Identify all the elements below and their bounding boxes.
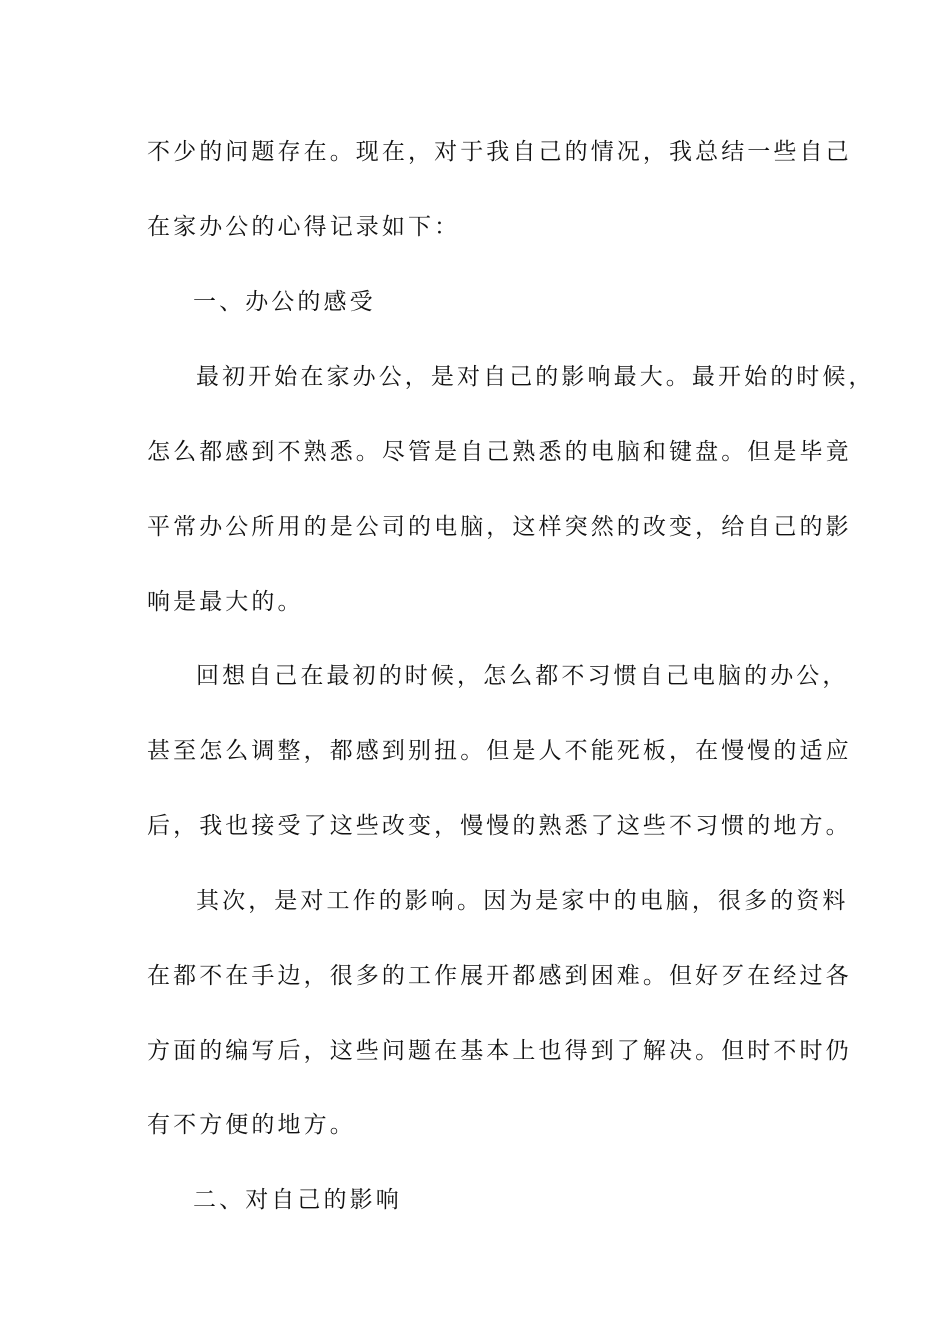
paragraph-line: 有不方便的地方。 [147, 1112, 356, 1138]
paragraph-line: 平常办公所用的是公司的电脑，这样突然的改变，给自己的影 [147, 514, 852, 540]
paragraph-line: 后，我也接受了这些改变，慢慢的熟悉了这些不习惯的地方。 [147, 813, 852, 839]
paragraph-line: 最初开始在家办公，是对自己的影响最大。最开始的时候， [196, 364, 875, 390]
paragraph-line: 在家办公的心得记录如下： [147, 214, 461, 240]
paragraph-line: 怎么都感到不熟悉。尽管是自己熟悉的电脑和键盘。但是毕竟 [147, 439, 852, 465]
paragraph-line: 在都不在手边，很多的工作展开都感到困难。但好歹在经过各 [147, 963, 852, 989]
paragraph-line: 甚至怎么调整，都感到别扭。但是人不能死板，在慢慢的适应 [147, 738, 852, 764]
section-heading: 一、办公的感受 [193, 289, 376, 315]
paragraph-line: 响是最大的。 [147, 589, 304, 615]
section-heading: 二、对自己的影响 [193, 1187, 402, 1213]
paragraph-line: 回想自己在最初的时候，怎么都不习惯自己电脑的办公， [196, 663, 849, 689]
paragraph-line: 其次，是对工作的影响。因为是家中的电脑，很多的资料 [196, 888, 849, 914]
paragraph-line: 不少的问题存在。现在，对于我自己的情况，我总结一些自己 [147, 139, 852, 165]
paragraph-line: 方面的编写后，这些问题在基本上也得到了解决。但时不时仍 [147, 1038, 852, 1064]
